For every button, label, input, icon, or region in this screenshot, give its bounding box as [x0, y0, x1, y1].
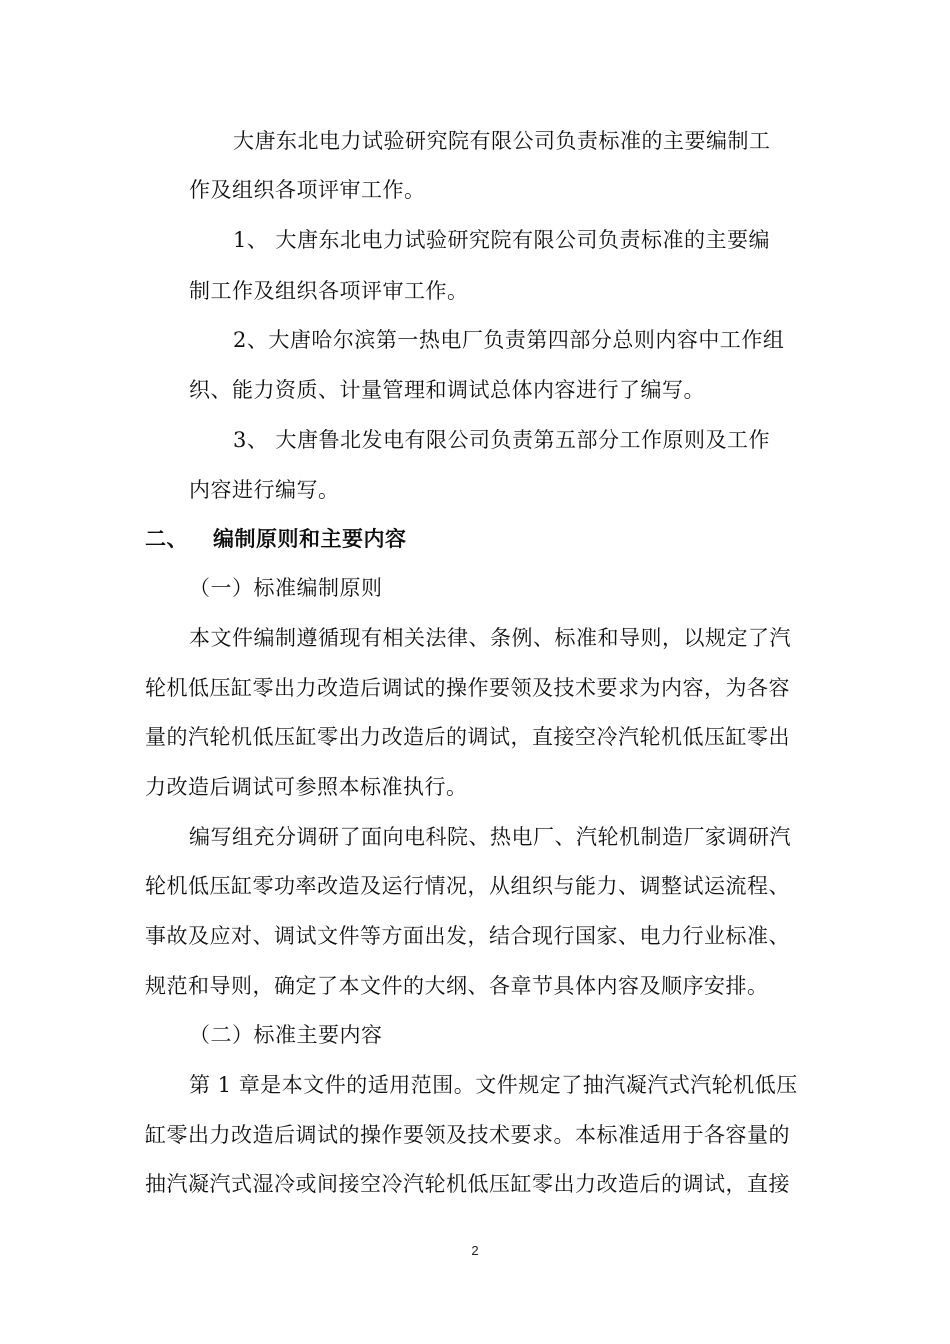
paragraph-line: 轮机低压缸零出力改造后调试的操作要领及技术要求为内容，为各容	[145, 676, 790, 700]
subsection-title: （二）标准主要内容	[189, 1023, 383, 1047]
paragraph-line: 编写组充分调研了面向电科院、热电厂、汽轮机制造厂家调研汽	[189, 825, 791, 849]
paragraph-line: 制工作及组织各项评审工作。	[189, 279, 469, 303]
paragraph-line: 规范和导则，确定了本文件的大纲、各章节具体内容及顺序安排。	[145, 974, 769, 998]
paragraph-line: 事故及应对、调试文件等方面出发，结合现行国家、电力行业标准、	[145, 924, 790, 948]
paragraph-line: 织、能力资质、计量管理和调试总体内容进行了编写。	[189, 378, 705, 402]
paragraph-line: 第 1 章是本文件的适用范围。文件规定了抽汽凝汽式汽轮机低压	[189, 1073, 798, 1097]
paragraph-line: 轮机低压缸零功率改造及运行情况，从组织与能力、调整试运流程、	[145, 874, 790, 898]
paragraph-line: 缸零出力改造后调试的操作要领及技术要求。本标准适用于各容量的	[145, 1123, 790, 1147]
section-number: 二、	[145, 526, 188, 551]
paragraph-line: 作及组织各项评审工作。	[189, 178, 426, 202]
paragraph-line: 大唐东北电力试验研究院有限公司负责标准的主要编制工	[233, 129, 771, 153]
paragraph-line: 量的汽轮机低压缸零出力改造后的调试，直接空冷汽轮机低压缸零出	[145, 725, 790, 749]
section-title: 编制原则和主要内容	[213, 526, 407, 551]
paragraph-line: 抽汽凝汽式湿冷或间接空冷汽轮机低压缸零出力改造后的调试，直接	[145, 1172, 790, 1196]
page-number: 2	[471, 1243, 479, 1258]
paragraph-line: 2、大唐哈尔滨第一热电厂负责第四部分总则内容中工作组	[233, 328, 785, 352]
paragraph-line: 内容进行编写。	[189, 478, 340, 502]
paragraph-line: 力改造后调试可参照本标准执行。	[145, 775, 468, 799]
paragraph-line: 3、 大唐鲁北发电有限公司负责第五部分工作原则及工作	[233, 428, 771, 452]
paragraph-line: 1、 大唐东北电力试验研究院有限公司负责标准的主要编	[233, 228, 771, 252]
subsection-title: （一）标准编制原则	[189, 576, 383, 600]
paragraph-line: 本文件编制遵循现有相关法律、条例、标准和导则，以规定了汽	[189, 626, 791, 650]
